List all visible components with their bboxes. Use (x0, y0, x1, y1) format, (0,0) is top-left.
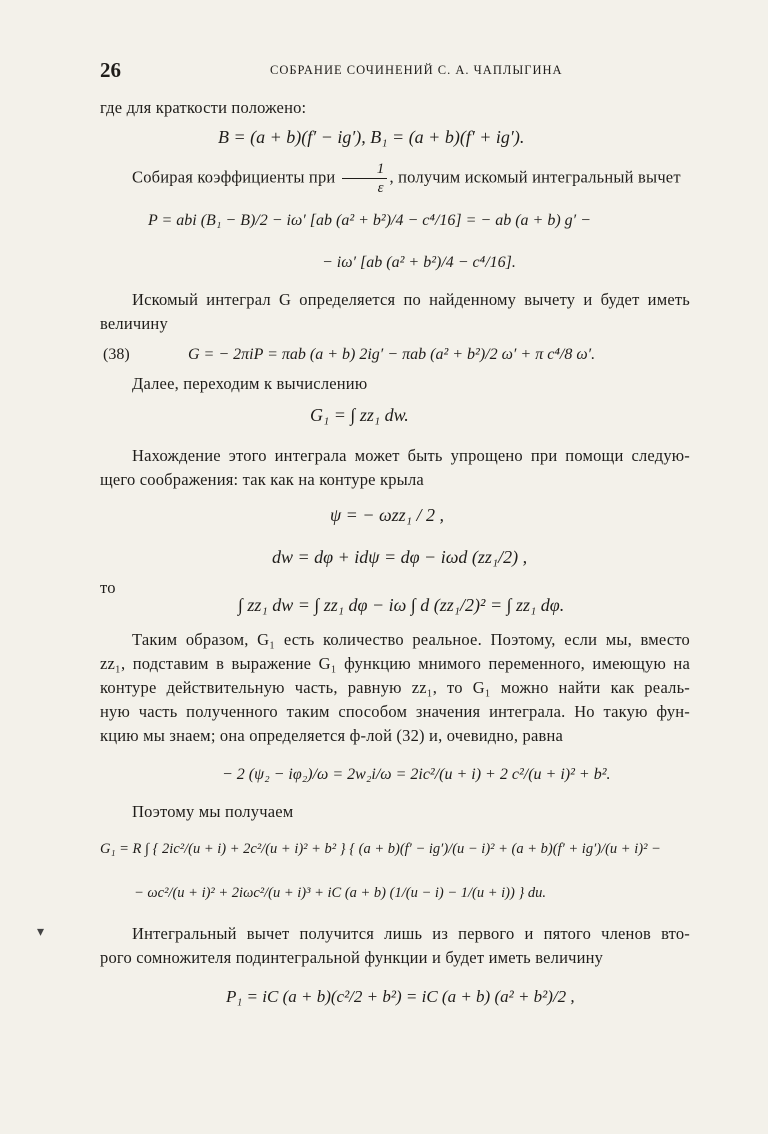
formula-integral-relation: ∫ zz₁ dw = ∫ zz₁ dφ − iω ∫ d (zz₁/2)² = ∫ zz₁ dφ. (238, 595, 565, 615)
paragraph-line: ную часть полученного таким способом значения интеграла. Но такую фун- (100, 702, 690, 721)
formula-p-line1: P = abi (B₁ − B)/2 − iω′ [ab (a² + b²)/4 − c⁴/16] = − ab (a + b) g′ − (148, 212, 591, 229)
running-head: СОБРАНИЕ СОЧИНЕНИЙ С. А. ЧАПЛЫГИНА (270, 63, 563, 77)
formula-function: − 2 (ψ₂ − iφ₂)/ω = 2w₂i/ω = 2ic²/(u + i) + 2 c²/(u + i)² + b². (222, 766, 611, 783)
paragraph-line: где для краткости положено: (100, 98, 307, 117)
formula-g1-line2: − ωc²/(u + i)² + 2iωc²/(u + i)³ + iC (a + b) (1/(u − i) − 1/(u + i)) } du. (134, 885, 546, 901)
formula-dw: dw = dφ + idψ = dφ − iωd (zz₁/2) , (272, 547, 528, 567)
paragraph-line: Собирая коэффициенты при $\frac{1}{\varepsilon}$ , получим искомый интегральный вычет (132, 161, 681, 196)
paragraph-line: щего соображения: так как на контуре крыла (100, 470, 424, 489)
formula-b-def: B = (a + b)(f′ − ig′), B₁ = (a + b)(f′ + ig′). (218, 127, 525, 147)
paragraph-line: zz₁, подставим в выражение G₁ функцию мнимого переменного, имеющую на (100, 654, 690, 673)
paragraph-line: то (100, 578, 116, 597)
formula-g1-line1: G₁ = R ∫ { 2ic²/(u + i) + 2c²/(u + i)² + b² } { (a + b)(f′ − ig′)/(u − i)² + (a + b)(f′ + ig′)/(u + i)² − (100, 841, 661, 857)
paragraph-line: кцию мы знаем; она определяется ф-лой (32) и, очевидно, равна (100, 726, 564, 745)
paragraph-line: рого сомножителя подинтегральной функции и будет иметь величину (100, 948, 604, 967)
equation-number: (38) (103, 346, 130, 363)
formula-psi: ψ = − ωzz₁ / 2 , (330, 505, 444, 525)
paragraph-line: Нахождение этого интеграла может быть упрощено при помощи следую- (132, 446, 690, 465)
paragraph-line: контуре действительную часть, равную zz₁, то G₁ можно найти как реаль- (100, 678, 690, 697)
paragraph-line: Далее, переходим к вычислению (132, 374, 368, 393)
page-number: 26 (100, 58, 121, 82)
page-header (100, 58, 690, 82)
formula-g1-def: G₁ = ∫ zz₁ dw. (310, 405, 409, 425)
formula-g: G = − 2πiP = πab (a + b) 2ig′ − πab (a² + b²)/2 ω′ + π c⁴/8 ω′. (188, 346, 596, 363)
formula-p1: P₁ = iC (a + b)(c²/2 + b²) = iC (a + b) (a² + b²)/2 , (226, 987, 575, 1006)
paragraph-line: Искомый интеграл G определяется по найденному вычету и будет иметь величину (100, 290, 690, 333)
paragraph-line: Поэтому мы получаем (132, 802, 294, 821)
paragraph-line: Интегральный вычет получится лишь из первого и пятого членов вто- (132, 924, 690, 943)
paragraph-line: Таким образом, G₁ есть количество реальное. Поэтому, если мы, вместо (132, 630, 690, 649)
margin-mark: ▾ (37, 925, 45, 940)
formula-p-line2: − iω′ [ab (a² + b²)/4 − c⁴/16]. (322, 254, 516, 271)
